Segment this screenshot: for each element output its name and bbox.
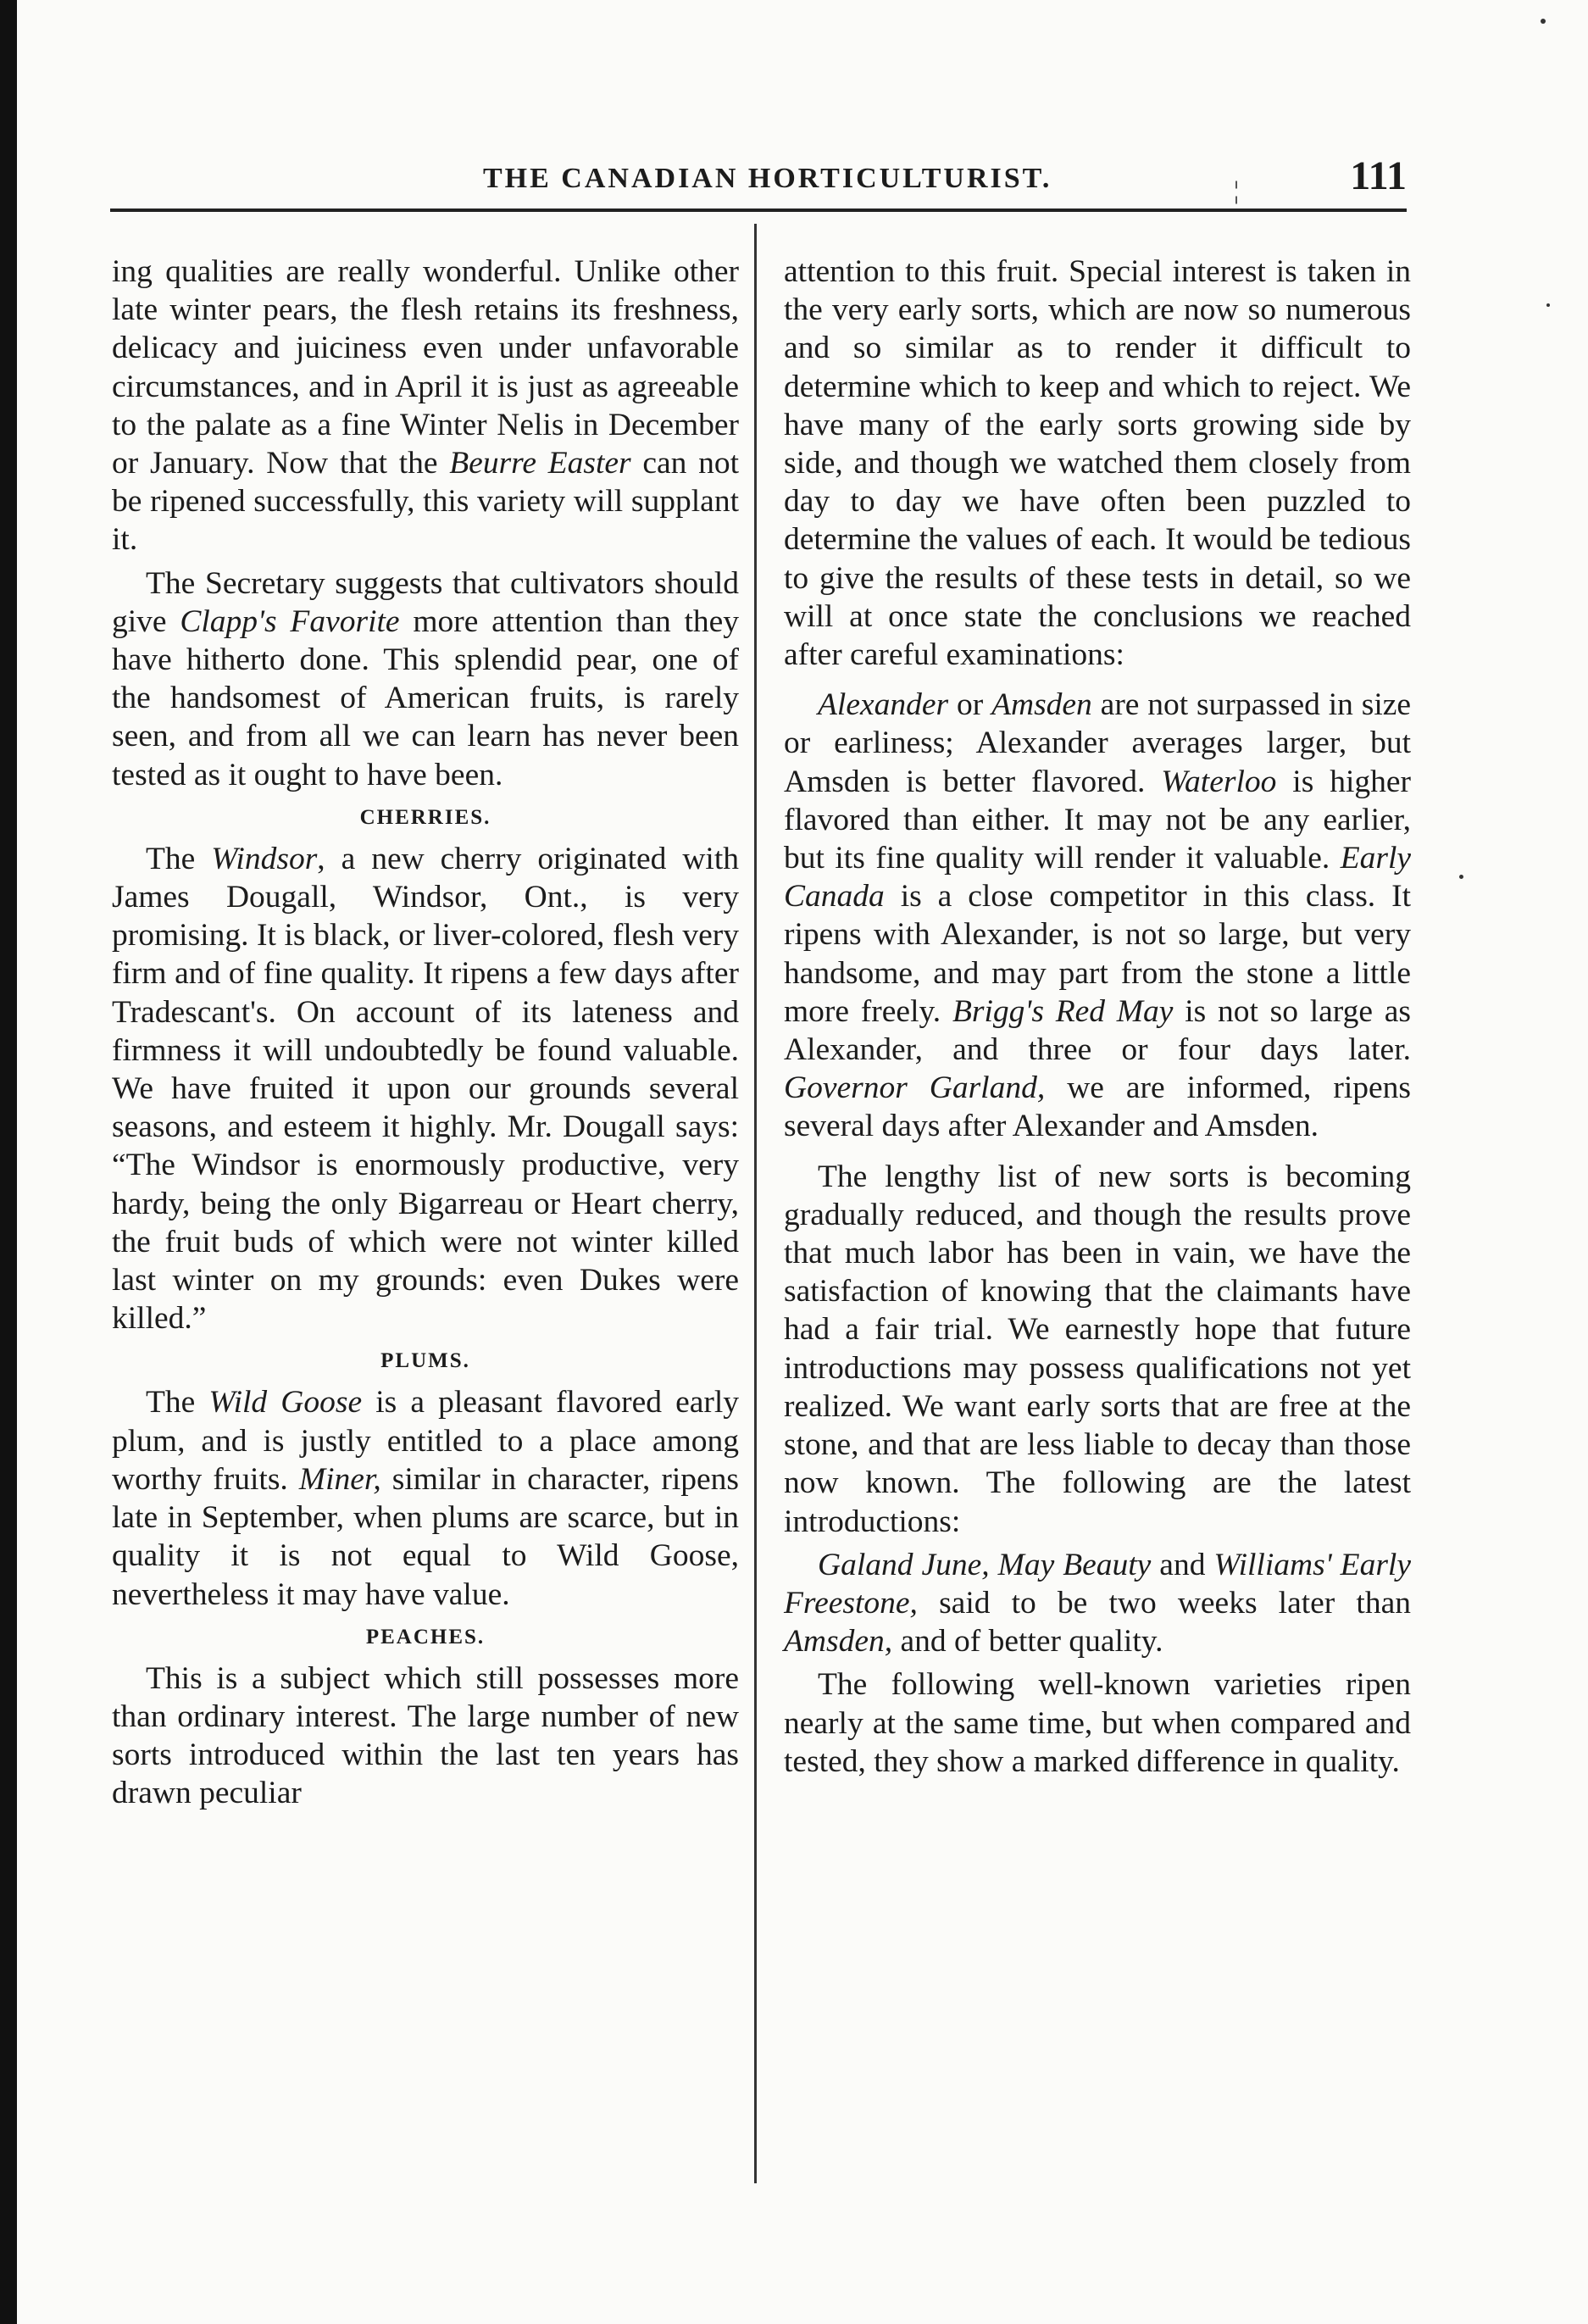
paragraph: The lengthy list of new sorts is becoming gradually reduced, and though the results prove that much labor has been in vain, we have the satisfaction of knowing that the claimants have had a fair trial. We earnestly hope that future introductions may possess qualifications not yet realized. We want early sorts that are free at the stone, and that are less liable to decay than those now known. The following are the latest introductions: <box>784 1159 1411 1539</box>
running-head: THE CANADIAN HORTICULTURIST. <box>483 163 1052 194</box>
right-column <box>784 253 1411 1781</box>
paragraph: attention to this fruit. Special interest is taken in the very early sorts, which are now so numerous and so similar as to render it difficult to determine which to keep and which to reject. We have many of the early sorts growing side by side, and though we watched them closely from day to day we have often been puzzled to determine the values of each. It would be tedious to give the results of these tests in detail, so we will at once state the conclusions we reached after careful examinations: <box>784 254 1411 673</box>
paragraph: The Wild Goose is a pleasant flavored early plum, and is justly entitled to a place among worthy fruits. Miner, similar in character, ripens late in September, when plums are scarce, but in quality it is not equal to Wild Goose, nevertheless it may have value. <box>112 1385 740 1612</box>
paragraph: This is a subject which still possesses more than ordinary interest. The large number of new sorts introduced within the last ten years has drawn peculiar <box>112 1660 739 1811</box>
print-speck <box>1459 875 1463 879</box>
section-heading-cherries: CHERRIES. <box>359 805 491 829</box>
left-column <box>112 253 739 1813</box>
page-binding-edge <box>0 0 17 2324</box>
paragraph: Alexander or Amsden are not surpassed in size or earliness; Alexander averages larger, but Amsden is better flavored. Waterloo is higher flavored than either. It may not be any earlier, but its fine quality will render it valuable. Early Canada is a close competitor in this class. It ripens with Alexander, is not so large, but very handsome, and may part from the stone a little more freely. Brigg's Red May is not so large as Alexander, and three or four days later. Governor Garland, we are informed, ripens several days after Alexander and Amsden. <box>784 687 1412 1144</box>
print-speck <box>1541 19 1546 24</box>
section-heading-plums: PLUMS. <box>380 1349 470 1373</box>
print-speck <box>1546 303 1550 307</box>
column-divider <box>754 224 757 2183</box>
paragraph: The following well-known varieties ripen nearly at the same time, but when compared and tested, they show a marked difference in quality. <box>784 1667 1411 1779</box>
page-header <box>110 153 1407 212</box>
header-mark: ¦ <box>1234 176 1240 204</box>
paragraph: ing qualities are really wonderful. Unlike other late winter pears, the flesh retains its freshness, delicacy and juiciness even under unfavorable circumstances, and in April it is just as agreeable to the palate as a fine Winter Nelis in December or January. Now that the Beurre Easter can not be ripened successfully, this variety will supplant it. <box>112 254 739 558</box>
section-heading-peaches: PEACHES. <box>365 1625 486 1648</box>
paragraph: The Secretary suggests that cultivators should give Clapp's Favorite more attention than they have hitherto done. This splendid pear, one of the handsomest of American fruits, is rarely seen, and from all we can learn has never been tested as it ought to have been. <box>112 565 740 792</box>
paragraph: Galand June, May Beauty and Williams' Early Freestone, said to be two weeks later than Amsden, and of better quality. <box>784 1547 1411 1660</box>
page-number: 111 <box>1350 153 1407 198</box>
header-rule <box>110 208 1407 212</box>
paragraph: The Windsor, a new cherry originated with James Dougall, Windsor, Ont., is very promising. It is black, or liver-colored, flesh very firm and of fine quality. It ripens a few days after Tradescant's. On account of its lateness and firmness it will undoubtedly be found valuable. We have fruited it upon our grounds several seasons, and esteem it highly. Mr. Dougall says: “The Windsor is enormously productive, very hardy, being the only Bigarreau or Heart cherry, the fruit buds of which were not winter killed last winter on my grounds: even Dukes were killed.” <box>112 841 739 1337</box>
